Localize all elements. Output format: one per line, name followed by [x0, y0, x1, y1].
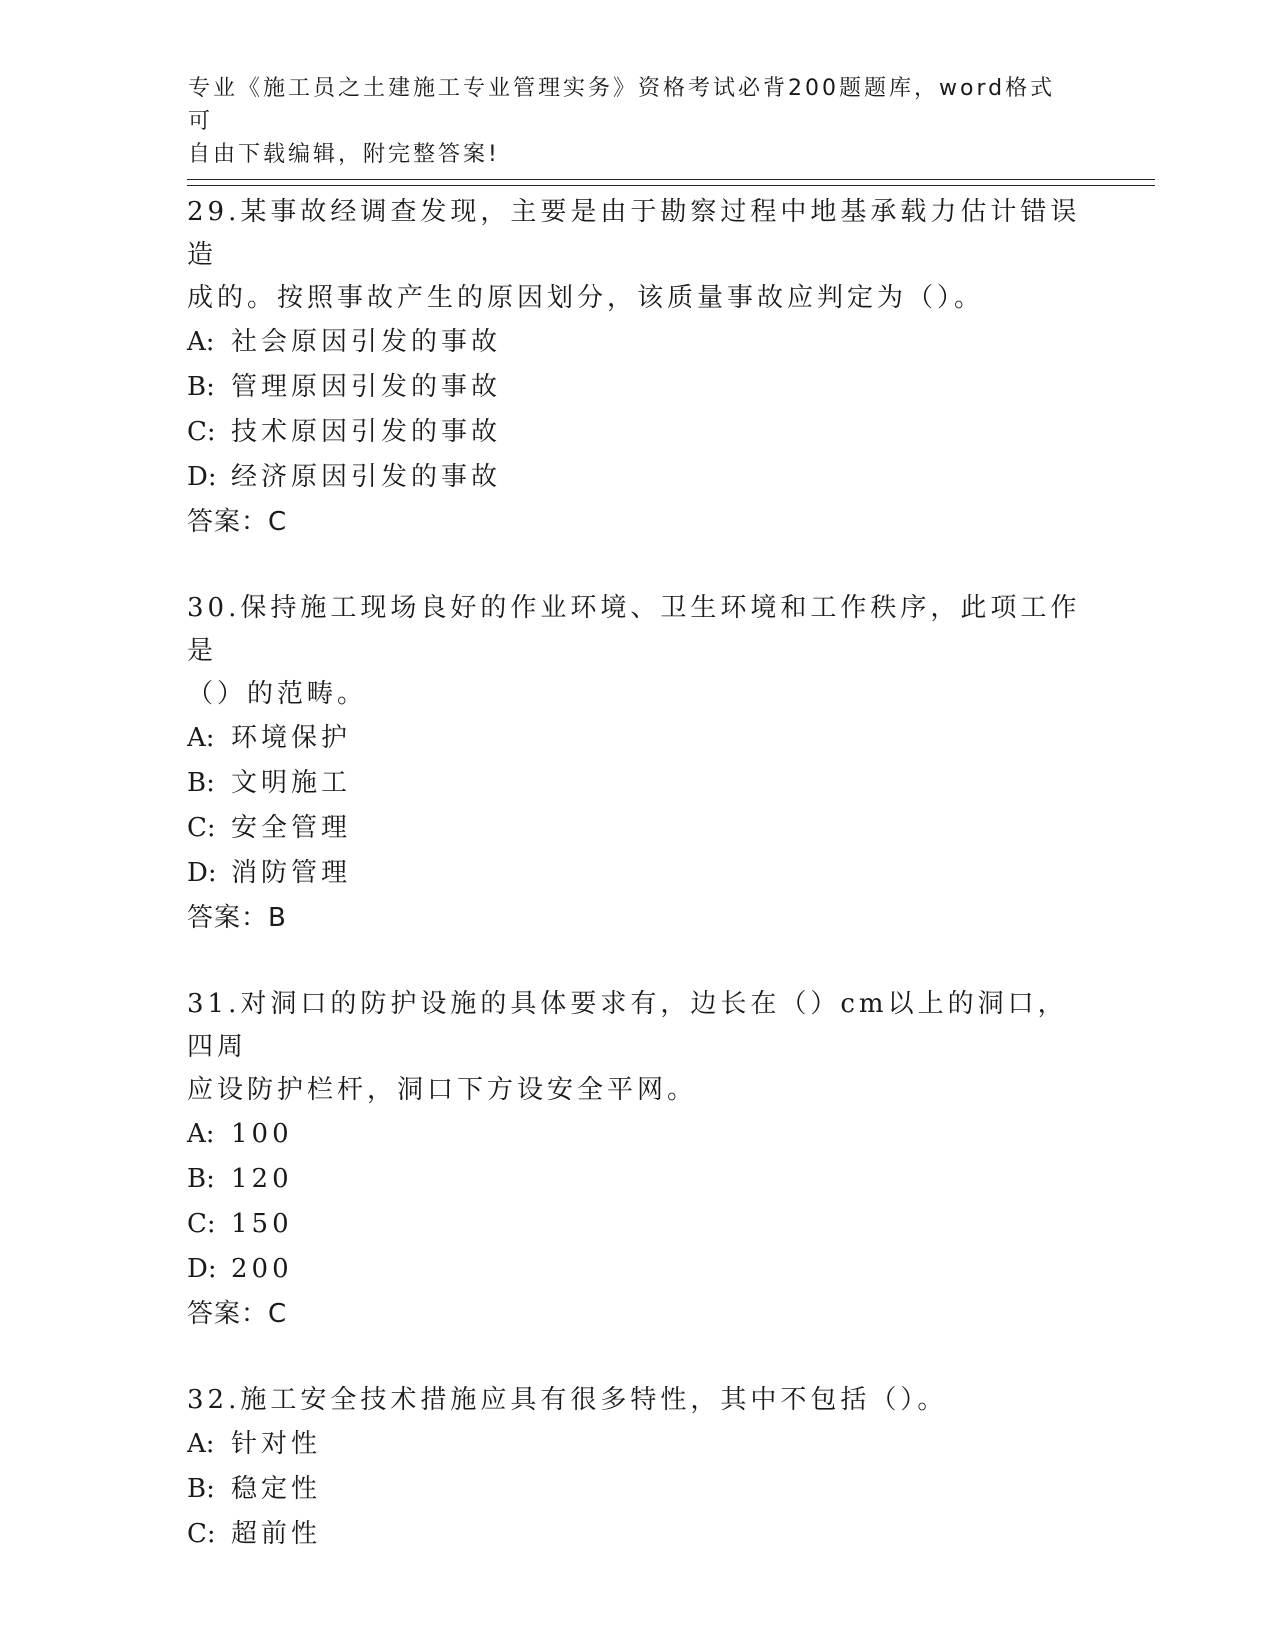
question-stem: 31.对洞口的防护设施的具体要求有，边长在（）cm以上的洞口，四周 应设防护栏杆，洞口下方设安全平网。 — [187, 989, 1068, 1105]
option-b: B: 管理原因引发的事故 — [187, 372, 502, 402]
header-line-1: 专业《施工员之土建施工专业管理实务》资格考试必背200题题库，word格式可 — [188, 76, 1056, 134]
option-c: C: 150 — [187, 1209, 293, 1239]
question-list — [187, 189, 1087, 1599]
option-a: A: 环境保护 — [187, 723, 352, 753]
answer: 答案：C — [187, 507, 288, 537]
option-c: C: 安全管理 — [187, 813, 352, 843]
header-divider-bottom — [187, 185, 1155, 186]
option-d: D: 200 — [187, 1254, 293, 1284]
option-d: D: 消防管理 — [187, 858, 352, 888]
option-b: B: 文明施工 — [187, 768, 352, 798]
document-header — [188, 72, 1068, 171]
question-32 — [187, 1379, 1087, 1557]
answer: 答案：B — [187, 903, 287, 933]
option-c: C: 超前性 — [187, 1519, 322, 1549]
question-stem: 30.保持施工现场良好的作业环境、卫生环境和工作秩序，此项工作是 （）的范畴。 — [187, 593, 1081, 709]
option-c: C: 技术原因引发的事故 — [187, 417, 502, 447]
question-29 — [187, 191, 1087, 545]
option-d: D: 经济原因引发的事故 — [187, 462, 502, 492]
option-b: B: 稳定性 — [187, 1474, 322, 1504]
question-stem: 29.某事故经调查发现，主要是由于勘察过程中地基承载力估计错误造 成的。按照事故产生的原因划分，该质量事故应判定为（）。 — [187, 197, 1081, 313]
answer: 答案：C — [187, 1299, 288, 1329]
question-stem: 32.施工安全技术措施应具有很多特性，其中不包括（）。 — [187, 1385, 948, 1415]
option-a: A: 100 — [187, 1119, 293, 1149]
option-a: A: 针对性 — [187, 1429, 322, 1459]
question-30 — [187, 587, 1087, 941]
header-line-2: 自由下载编辑，附完整答案! — [188, 142, 500, 167]
question-31 — [187, 983, 1087, 1337]
option-a: A: 社会原因引发的事故 — [187, 327, 502, 357]
header-divider-top — [187, 179, 1155, 180]
option-b: B: 120 — [187, 1164, 293, 1194]
